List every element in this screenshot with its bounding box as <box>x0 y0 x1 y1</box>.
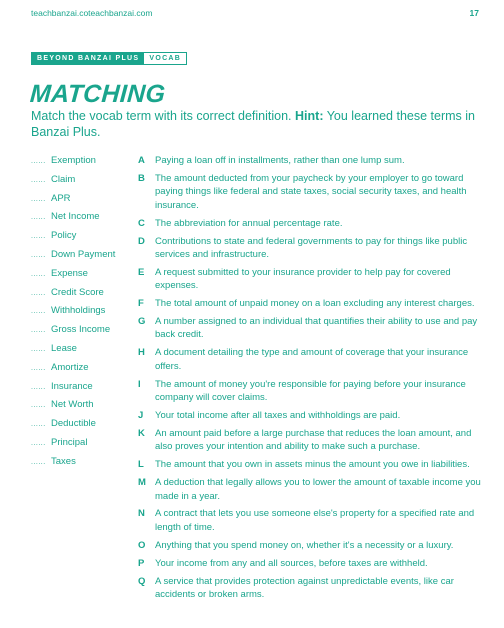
page-number: 17 <box>469 8 479 18</box>
answer-blank[interactable]: ...... <box>31 421 46 429</box>
definition-text: The amount that you own in assets minus the amount you owe in liabilities. <box>155 459 470 471</box>
definition-text: A contract that lets you use someone else's property for a specified rate and length of time. <box>155 508 475 533</box>
answer-blank[interactable]: ...... <box>31 176 46 184</box>
answer-blank[interactable]: ...... <box>31 439 46 447</box>
definition-letter: O <box>138 539 146 551</box>
answer-blank[interactable]: ...... <box>31 195 46 203</box>
definition-letter: H <box>138 347 145 359</box>
term-label: Net Worth <box>51 399 94 411</box>
page-title: MATCHING <box>29 80 167 108</box>
definition-letter: N <box>138 508 145 520</box>
term-label: Deductible <box>51 418 96 430</box>
definition-row <box>138 235 483 262</box>
definition-row <box>138 557 483 570</box>
instructions <box>31 108 481 140</box>
definition-row <box>138 458 483 471</box>
term-label: Down Payment <box>51 248 116 260</box>
term-label: Net Income <box>51 211 100 223</box>
definition-letter: M <box>138 477 146 489</box>
definition-row <box>138 346 483 373</box>
definition-row <box>138 315 483 342</box>
term-row <box>31 437 126 456</box>
definition-row <box>138 172 483 212</box>
answer-blank[interactable]: ...... <box>31 458 46 466</box>
hint-label: Hint: <box>295 109 324 123</box>
term-row <box>31 343 126 362</box>
answer-blank[interactable]: ...... <box>31 364 46 372</box>
section-tags <box>31 52 187 65</box>
definition-row <box>138 154 483 167</box>
definition-row <box>138 507 483 534</box>
term-row <box>31 268 126 287</box>
definition-row <box>138 378 483 405</box>
term-label: Lease <box>51 342 77 354</box>
term-label: APR <box>51 192 71 204</box>
definition-row <box>138 217 483 230</box>
term-row <box>31 211 126 230</box>
term-label: Credit Score <box>51 286 104 298</box>
definition-letter: I <box>138 378 141 390</box>
definition-text: The total amount of unpaid money on a loan excluding any interest charges. <box>155 298 475 310</box>
definition-row <box>138 266 483 293</box>
definition-text: Your total income after all taxes and withholdings are paid. <box>155 410 401 421</box>
definition-text: A deduction that legally allows you to lower the amount of taxable income you made in a year. <box>155 477 481 502</box>
definition-letter: D <box>138 235 145 247</box>
term-row <box>31 249 126 268</box>
answer-blank[interactable]: ...... <box>31 383 46 391</box>
definition-letter: C <box>138 217 145 229</box>
term-label: Expense <box>51 267 88 279</box>
definition-text: A document detailing the type and amount of coverage that your insurance offers. <box>155 347 469 372</box>
definition-text: A number assigned to an individual that quantifies their ability to use and pay back credit. <box>155 316 478 341</box>
definition-row <box>138 476 483 503</box>
term-label: Claim <box>51 173 76 185</box>
answer-blank[interactable]: ...... <box>31 402 46 410</box>
tag-vocab: VOCAB <box>149 55 182 62</box>
definition-text: A request submitted to your insurance provider to help pay for covered expenses. <box>155 266 451 292</box>
definition-text: Your income from any and all sources, before taxes are withheld. <box>155 557 428 569</box>
term-row <box>31 418 126 437</box>
definition-text: Anything that you spend money on, whether it's a necessity or a luxury. <box>155 539 454 551</box>
term-label: Policy <box>51 230 77 242</box>
definition-letter: B <box>138 172 145 184</box>
answer-blank[interactable]: ...... <box>31 289 46 297</box>
definition-letter: E <box>138 266 145 278</box>
answer-blank[interactable]: ...... <box>31 158 46 165</box>
header-url: teachbanzai.coteachbanzai.com <box>31 8 153 18</box>
definition-letter: L <box>138 459 144 471</box>
term-label: Principal <box>51 436 88 448</box>
definition-letter: A <box>138 155 145 166</box>
term-row <box>31 174 126 193</box>
definition-row <box>138 409 483 422</box>
definitions-list <box>138 154 483 606</box>
term-row <box>31 305 126 324</box>
term-row <box>31 287 126 306</box>
term-row <box>31 362 126 381</box>
answer-blank[interactable]: ...... <box>31 270 46 278</box>
term-label: Withholdings <box>51 305 106 317</box>
answer-blank[interactable]: ...... <box>31 308 46 316</box>
definition-text: A service that provides protection against unpredictable events, like car accidents or broken arms. <box>155 575 454 600</box>
term-label: Exemption <box>51 155 96 166</box>
tag-beyond-banzai-plus: BEYOND BANZAI PLUS <box>32 53 144 64</box>
term-row <box>31 324 126 343</box>
answer-blank[interactable]: ...... <box>31 233 46 241</box>
definition-text: Paying a loan off in installments, rather than one lump sum. <box>155 155 405 166</box>
term-row <box>31 456 126 475</box>
term-row <box>31 193 126 212</box>
term-label: Gross Income <box>51 324 111 336</box>
terms-list <box>31 155 126 475</box>
definition-letter: F <box>138 298 144 310</box>
term-row <box>31 155 126 174</box>
definition-row <box>138 575 483 602</box>
hint-text: You learned these terms in Banzai Plus. <box>31 109 475 139</box>
definition-row <box>138 539 483 552</box>
answer-blank[interactable]: ...... <box>31 345 46 353</box>
definition-text: An amount paid before a large purchase that reduces the loan amount, and also proves your intention and ability to make such a purchase. <box>155 427 472 453</box>
term-row <box>31 399 126 418</box>
definition-letter: J <box>138 410 144 421</box>
term-row <box>31 230 126 249</box>
definition-text: Contributions to state and federal governments to pay for things like public services and infrastructure. <box>155 235 468 260</box>
definition-row <box>138 297 483 310</box>
definition-text: The abbreviation for annual percentage rate. <box>155 217 343 229</box>
instructions-text: Match the vocab term with its correct definition. <box>31 109 292 123</box>
answer-blank[interactable]: ...... <box>31 251 46 259</box>
definition-letter: Q <box>138 575 146 587</box>
term-row <box>31 381 126 400</box>
answer-blank[interactable]: ...... <box>31 327 46 335</box>
definition-text: The amount deducted from your paycheck by your employer to go toward paying things like federal and state taxes, social security taxes, and health insurance. <box>155 172 467 211</box>
answer-blank[interactable]: ...... <box>31 214 46 222</box>
term-label: Amortize <box>51 361 89 373</box>
definition-letter: K <box>138 427 145 439</box>
definition-text: The amount of money you're responsible for paying before your insurance company will cover claims. <box>155 378 466 404</box>
definition-letter: G <box>138 316 146 328</box>
term-label: Insurance <box>51 380 93 392</box>
definition-letter: P <box>138 557 145 569</box>
term-label: Taxes <box>51 455 76 467</box>
definition-row <box>138 427 483 454</box>
